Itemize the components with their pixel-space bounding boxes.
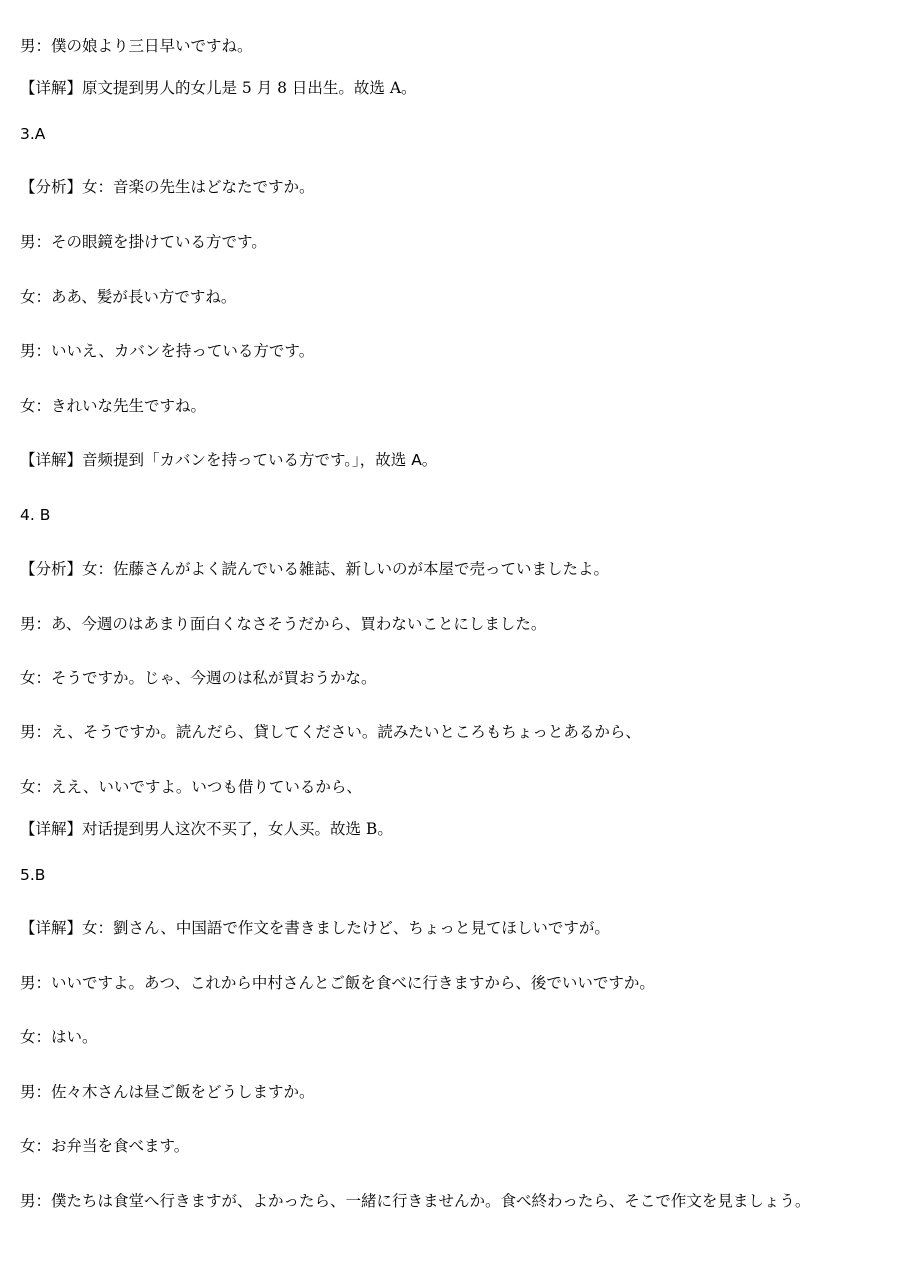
question-number: 5.B [20, 866, 46, 884]
dialogue-line: 女：お弁当を食べます。 [20, 1137, 190, 1155]
analysis-line: 【分析】女：音楽の先生はどなたですか。 [20, 178, 315, 196]
explanation-line: 【详解】女：劉さん、中国語で作文を書きましたけど、ちょっと見てほしいですが。 [20, 919, 610, 937]
explanation-line: 【详解】对话提到男人这次不买了，女人买。故选 B。 [20, 820, 393, 838]
dialogue-line: 男：僕たちは食堂へ行きますが、よかったら、一緒に行きませんか。食べ終わったら、そこで作文を見ましょう。 [20, 1192, 811, 1210]
dialogue-line: 女：そうですか。じゃ、今週のは私が買おうかな。 [20, 669, 377, 687]
dialogue-line: 女：ええ、いいですよ。いつも借りているから、 [20, 778, 362, 796]
explanation-line: 【详解】原文提到男人的女儿是 5 月 8 日出生。故选 A。 [20, 79, 417, 97]
dialogue-line: 男：僕の娘より三日早いですね。 [20, 37, 253, 55]
dialogue-line: 男：あ、今週のはあまり面白くなさそうだから、買わないことにしました。 [20, 615, 547, 633]
analysis-line: 【分析】女：佐藤さんがよく読んでいる雑誌、新しいのが本屋で売っていましたよ。 [20, 560, 610, 578]
dialogue-line: 男：いいえ、カバンを持っている方です。 [20, 342, 315, 360]
dialogue-line: 女：ああ、髪が長い方ですね。 [20, 288, 237, 306]
dialogue-line: 男：その眼鏡を掛けている方です。 [20, 233, 267, 251]
dialogue-line: 男：佐々木さんは昼ご飯をどうしますか。 [20, 1083, 315, 1101]
dialogue-line: 女：きれいな先生ですね。 [20, 397, 207, 415]
question-number: 3.A [20, 125, 46, 143]
question-number: 4. B [20, 506, 51, 524]
dialogue-line: 女：はい。 [20, 1028, 98, 1046]
dialogue-line: 男：いいですよ。あつ、これから中村さんとご飯を食べに行きますから、後でいいですか。 [20, 974, 655, 992]
explanation-line: 【详解】音频提到「カバンを持っている方です。」，故选 A。 [20, 451, 438, 469]
dialogue-line: 男：え、そうですか。読んだら、貸してください。読みたいところもちょっとあるから、 [20, 723, 641, 741]
